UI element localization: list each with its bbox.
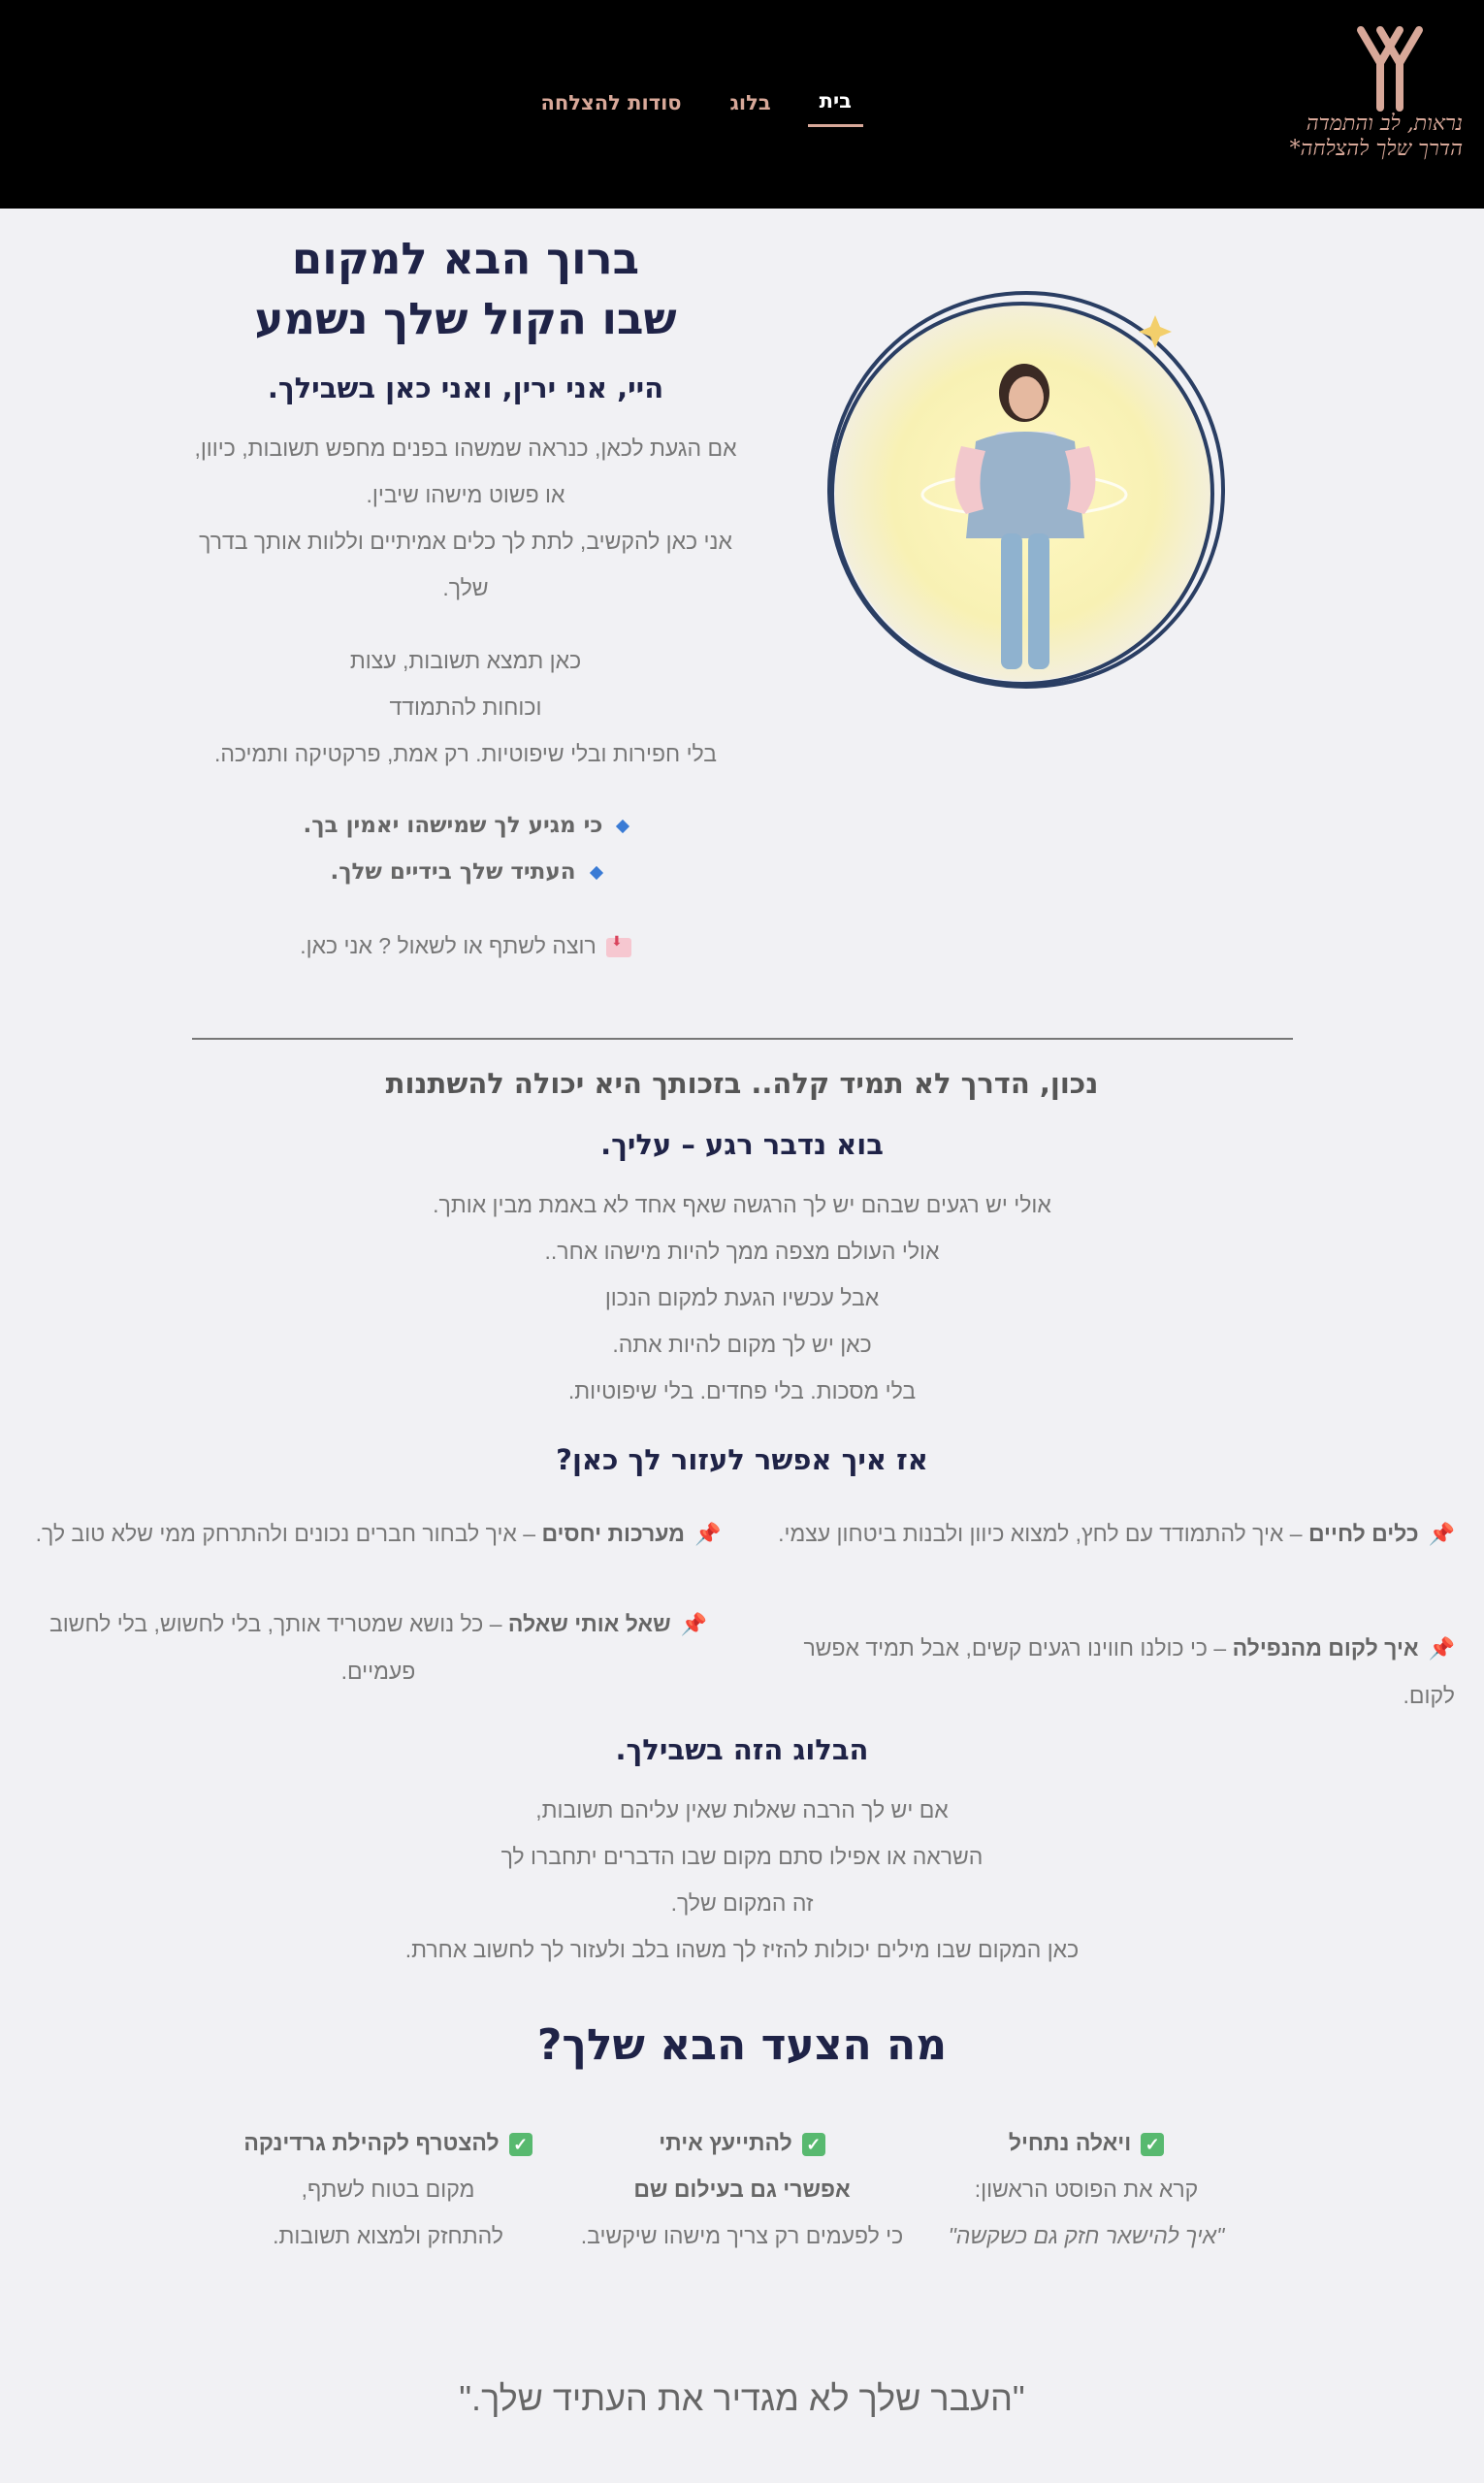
offer-line: בלי חפירות ובלי שיפוטיות. רק אמת, פרקטיקה ותמיכה.: [213, 741, 718, 766]
next-step-line: להתחזק ולמצוא תשובות.: [273, 2223, 503, 2248]
next-step-line: מקום בטוח לשתף,: [301, 2177, 475, 2202]
pin-icon: 📌: [694, 1522, 722, 1546]
section-divider: [192, 1038, 1293, 1040]
check-icon: ✓: [509, 2133, 532, 2156]
nav-success-secrets[interactable]: סודות להצלחה: [540, 90, 682, 114]
blog-heading: הבלוג הזה בשבילך.: [615, 1733, 869, 1766]
nav-home[interactable]: בית: [808, 89, 863, 127]
section2-line: אולי העולם מצפה ממך להיות מישהו אחר..: [544, 1239, 940, 1264]
next-step-line: קרא את הפוסט הראשון:: [974, 2177, 1199, 2202]
site-header: [0, 0, 1484, 209]
diamond-icon: [589, 865, 602, 879]
envelope-icon: ⬇: [606, 938, 631, 957]
main-nav: [529, 89, 863, 127]
intro-line: אני כאן להקשיב, לתת לך כלים אמיתיים וללוות אותך בדרך: [199, 529, 732, 554]
nav-blog[interactable]: בלוג: [729, 90, 771, 114]
section2-line: כאן יש לך מקום להיות אתה.: [612, 1332, 872, 1357]
check-icon: ✓: [1141, 2133, 1164, 2156]
logo-mark-icon: [1351, 24, 1429, 112]
hero-subtitle: היי, אני ירין, ואני כאן בשבילך.: [267, 371, 664, 404]
help-item-relationships: 📌מערכות יחסים – איך לבחור חברים נכונים ולהתרחק ממי שלא טוב לך.: [35, 1521, 722, 1546]
contact-line[interactable]: ⬇ רוצה לשתף או לשאול ? אני כאן.: [126, 933, 805, 959]
help-item-ask-me: 📌שאל אותי שאלה – כל נושא שמטריד אותך, בלי לחשוש, בלי לחשוב פעמיים.: [48, 1611, 708, 1684]
help-item-rise-up: 📌איך לקום מהנפילה – כי כולנו חווינו רגעים קשים, אבל תמיד אפשר לקום.: [803, 1635, 1455, 1708]
blog-line: כאן המקום שבו מילים יכולות להזיז לך משהו בלב ולעזור לך לחשוב אחרת.: [404, 1937, 1080, 1962]
hero-bullet: העתיד שלך בידיים שלך.: [126, 859, 805, 885]
blog-line: השראה או אפילו סתם מקום שבו הדברים יתחברו לך: [500, 1844, 984, 1869]
next-step-heading: מה הצעד הבא שלך?: [536, 2020, 948, 2070]
section2-subheading: בוא נדבר רגע – עליך.: [600, 1128, 884, 1161]
check-icon: ✓: [802, 2133, 825, 2156]
next-step-consult[interactable]: ✓להתייעץ איתי אפשרי גם בעילום שם כי לפעמים רק צריך מישהו שיקשיב.: [538, 2119, 946, 2259]
site-logo[interactable]: [1289, 24, 1463, 189]
help-item-life-tools: 📌כלים לחיים – איך להתמודד עם לחץ, למצוא כיוון ולבנות ביטחון עצמי.: [778, 1521, 1455, 1546]
pin-icon: 📌: [1428, 1636, 1455, 1661]
hero-title-line1: ברוך הבא למקום: [291, 233, 640, 284]
logo-tagline-1: נראות, לב והתמדה: [1306, 112, 1463, 136]
offer-line: וכוחות להתמודד: [389, 694, 542, 720]
blog-line: זה המקום שלך.: [670, 1890, 814, 1916]
logo-tagline-2: הדרך שלך להצלחה*: [1289, 137, 1463, 161]
hero-title-line2: שבו הקול שלך נשמע: [254, 293, 677, 344]
hero-bullet: כי מגיע לך שמישהו יאמין בך.: [126, 813, 805, 838]
intro-line: שלך.: [442, 575, 489, 600]
first-post-link[interactable]: "איך להישאר חזק גם כשקשה": [948, 2223, 1225, 2248]
pin-icon: 📌: [1428, 1522, 1455, 1546]
section2-line: אולי יש רגעים שבהם יש לך הרגשה שאף אחד לא באמת מבין אותך.: [433, 1192, 1051, 1217]
closing-quote: "העבר שלך לא מגדיר את העתיד שלך.": [459, 2378, 1025, 2418]
next-step-community[interactable]: ✓להצטרף לקהילת גרדינקה מקום בטוח לשתף, להתחזק ולמצוא תשובות.: [184, 2119, 592, 2259]
next-step-line: אפשרי גם בעילום שם: [633, 2177, 851, 2202]
pin-icon: 📌: [680, 1612, 708, 1636]
section2-line: בלי מסכות. בלי פחדים. בלי שיפוטיות.: [567, 1378, 917, 1403]
help-heading: אז איך אפשר לעזור לך כאן?: [556, 1443, 928, 1476]
next-step-line: כי לפעמים רק צריך מישהו שיקשיב.: [580, 2223, 904, 2248]
section2-line: אבל עכשיו הגעת למקום הנכון: [604, 1285, 880, 1310]
next-step-start[interactable]: ✓ויאלה נתחיל קרא את הפוסט הראשון: "איך להישאר חזק גם כשקשה": [883, 2119, 1290, 2259]
blog-line: אם יש לך הרבה שאלות שאין עליהם תשובות,: [535, 1797, 949, 1822]
section2-heading: נכון, הדרך לא תמיד קלה.. בזכותך היא יכולה להשתנות: [385, 1067, 1099, 1100]
diamond-icon: [616, 819, 629, 832]
offer-line: כאן תמצא תשובות, עצות: [349, 648, 582, 673]
intro-line: או פשוט מישהו שיבין.: [366, 482, 565, 507]
hero-portrait: [821, 286, 1228, 693]
intro-line: אם הגעת לכאן, כנראה שמשהו בפנים מחפש תשובות, כיוון,: [194, 435, 737, 461]
